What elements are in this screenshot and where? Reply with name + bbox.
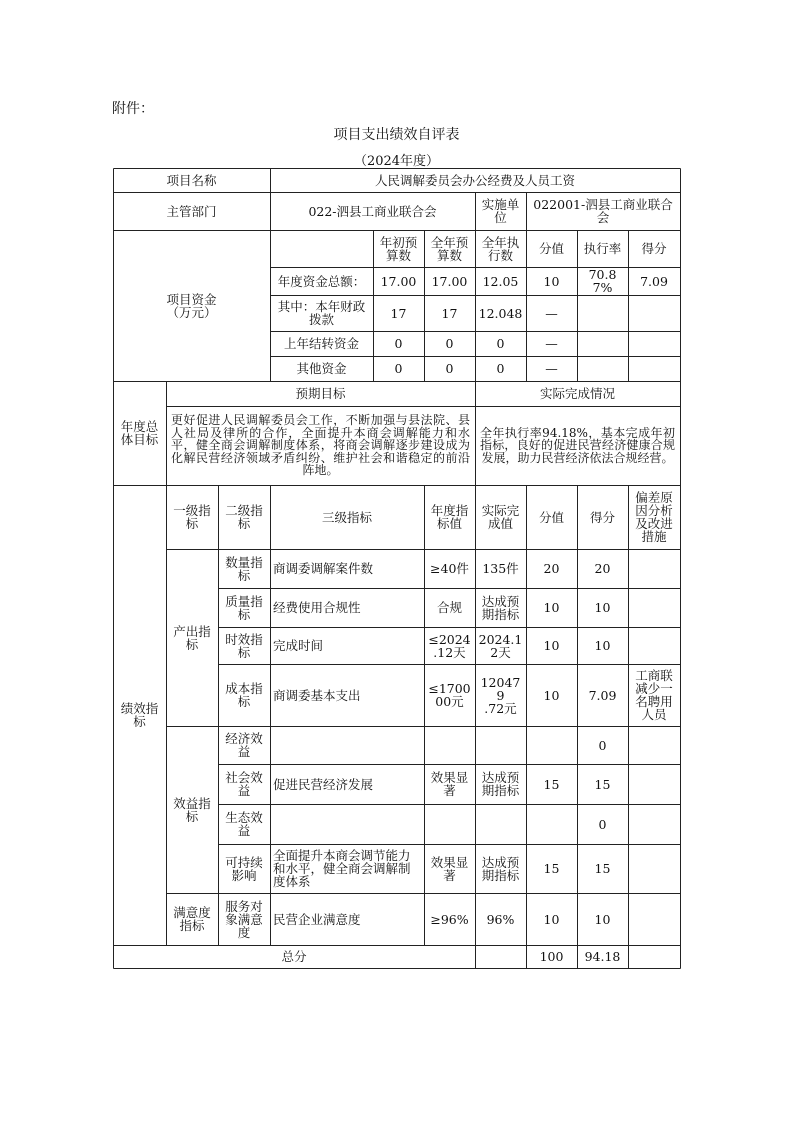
- indicator-level3: 经费使用合规性: [273, 600, 361, 615]
- indicator-level3: 商调委基本支出: [273, 687, 361, 703]
- performance-header: 一级指 标: [173, 503, 211, 531]
- indicator-remark: [628, 893, 680, 945]
- funds-cell: 7.09: [640, 273, 668, 289]
- indicator-remark: [628, 549, 680, 588]
- indicator-remark: [628, 804, 680, 844]
- performance-header: 实际完 成值: [481, 503, 520, 531]
- dept-value: 022-泗县工商业联合会: [308, 203, 437, 219]
- indicator-target: [424, 804, 475, 844]
- benefit-indicator-label: 效益指 标: [173, 795, 211, 824]
- total-value: 100: [539, 949, 564, 964]
- indicator-target: 合规: [436, 600, 462, 615]
- funds-cell: 0: [496, 361, 505, 376]
- performance-header: 年度指 标值: [430, 503, 469, 531]
- funds-row-name: 其他资金: [296, 361, 347, 376]
- indicator-level3: [270, 726, 424, 764]
- funds-row-name: 上年结转资金: [283, 336, 359, 351]
- indicator-remark: [628, 844, 680, 893]
- indicator-score: 7.09: [588, 687, 617, 703]
- funds-cell: —: [545, 336, 558, 351]
- performance-header: 分值: [538, 509, 564, 525]
- funds-cell: 17: [441, 305, 458, 321]
- indicator-actual: [475, 726, 526, 764]
- indicator-level3: 促进民营经济发展: [273, 776, 374, 792]
- funds-header: 得分: [641, 241, 667, 256]
- indicator-remark: [628, 627, 680, 664]
- indicator-score: 10: [594, 911, 611, 927]
- actual-goal-text: 全年执行率94.18%，基本完成年初指标，良好的促进民营经济健康合规发展，助力民营经济依法合规经营。: [480, 425, 675, 465]
- indicator-value: 15: [543, 776, 560, 792]
- indicator-actual: 96%: [486, 911, 515, 927]
- indicator-value: 10: [543, 600, 560, 615]
- indicator-value: 10: [543, 687, 560, 703]
- performance-header: 得分: [589, 509, 615, 525]
- indicator-level2: 社会效 益: [225, 770, 263, 798]
- funds-cell: 17.00: [431, 273, 468, 289]
- indicator-value: [526, 804, 577, 844]
- funds-cell: 0: [496, 336, 505, 351]
- indicator-target: 效果显 著: [430, 770, 469, 798]
- funds-cell: —: [545, 305, 558, 321]
- indicator-score: 15: [594, 861, 611, 876]
- total-label: 总分: [281, 949, 307, 964]
- indicator-value: [526, 726, 577, 764]
- funds-cell: 70.87%: [588, 267, 617, 295]
- indicator-target: 效果显 著: [430, 854, 469, 883]
- funds-header: 全年预 算数: [430, 234, 469, 263]
- indicator-target: ≤2024 .12天: [428, 631, 471, 660]
- funds-cell: 10: [543, 273, 560, 289]
- indicator-level3: 民营企业满意度: [273, 911, 361, 927]
- funds-label: 项目资金 （万元）: [166, 291, 217, 320]
- indicator-level2: 可持续 影响: [225, 854, 263, 883]
- funds-cell: 12.048: [478, 305, 523, 321]
- indicator-actual: 达成预 期指标: [481, 770, 520, 798]
- indicator-score: 10: [594, 600, 611, 615]
- indicator-level3: 完成时间: [273, 638, 324, 653]
- indicator-actual: 135件: [482, 561, 519, 576]
- indicator-score: 15: [594, 776, 611, 792]
- output-indicator-label: 产出指 标: [173, 623, 211, 652]
- funds-cell: 0: [445, 361, 454, 376]
- funds-row-name: 其中：本年财政 拨款: [277, 299, 366, 327]
- performance-header: 偏差原 因分析 及改进 措施: [635, 490, 673, 544]
- funds-cell: 0: [394, 336, 403, 351]
- funds-cell: —: [545, 361, 558, 376]
- funds-header: 分值: [538, 241, 564, 256]
- funds-cell: [577, 356, 628, 381]
- funds-cell: 17.00: [380, 273, 417, 289]
- performance-header: 二级指 标: [225, 503, 263, 531]
- funds-header: 全年执 行数: [481, 234, 520, 263]
- funds-cell: 0: [394, 361, 403, 376]
- indicator-level3: [270, 804, 424, 844]
- attachment-label: 附件：: [112, 101, 154, 117]
- indicator-score: 0: [598, 816, 607, 832]
- indicator-actual: [475, 804, 526, 844]
- project-name-value: 人民调解委员会办公经费及人员工资: [374, 172, 575, 188]
- unit-value: 022001-泗县工商业联合 会: [533, 197, 673, 225]
- indicator-level2: 成本指 标: [225, 681, 263, 709]
- funds-cell: [628, 295, 680, 331]
- project-name-label: 项目名称: [166, 172, 217, 188]
- indicator-remark: [628, 764, 680, 804]
- indicator-level2: 质量指 标: [225, 593, 263, 622]
- actual-goal-header: 实际完成情况: [539, 386, 615, 401]
- indicator-score: 20: [594, 561, 611, 576]
- satisfaction-indicator-label: 满意度 指标: [173, 905, 211, 933]
- indicator-level2: 服务对 象满意 度: [225, 898, 263, 940]
- indicator-actual: 2024.1 2天: [478, 631, 523, 660]
- indicator-remark: [628, 588, 680, 627]
- indicator-level2: 数量指 标: [225, 554, 263, 583]
- indicator-target: ≥96%: [430, 911, 469, 927]
- indicator-value: 10: [543, 911, 560, 927]
- funds-cell: 12.05: [482, 273, 519, 289]
- funds-cell: 17: [390, 305, 407, 321]
- indicator-level3: 商调委调解案件数: [273, 561, 374, 576]
- dept-label: 主管部门: [166, 203, 217, 219]
- funds-header: 执行率: [583, 241, 622, 256]
- indicator-score: 0: [598, 737, 607, 753]
- performance-header: 三级指标: [321, 509, 372, 525]
- indicator-level2: 生态效 益: [225, 810, 263, 838]
- funds-header: 年初预 算数: [379, 234, 418, 263]
- unit-label: 实施单 位: [481, 197, 520, 225]
- form-title: 项目支出绩效自评表: [333, 127, 460, 143]
- indicator-score: 10: [594, 638, 611, 653]
- expected-goal-text: 更好促进人民调解委员会工作，不断加强与县法院、县人社局及律所的合作，全面提升本商会调解能力和水平，健全商会调解制度体系，将商会调解逐步建设成为化解民营经济领域矛盾纠纷、维护社会和谐稳定的前沿阵地。: [171, 413, 470, 478]
- funds-cell: [628, 356, 680, 381]
- indicator-remark: 工商联 减少一 名聘用 人员: [635, 668, 673, 722]
- funds-cell: [628, 331, 680, 356]
- indicator-value: 10: [543, 638, 560, 653]
- indicator-target: ≥40件: [430, 561, 469, 576]
- year-label: （2024年度）: [353, 154, 440, 169]
- goals-label: 年度总 体目标: [120, 419, 159, 447]
- indicator-actual: 120479 .72元: [480, 674, 521, 716]
- indicator-target: ≤1700 00元: [428, 681, 471, 709]
- indicator-level2: 时效指 标: [225, 631, 263, 660]
- funds-cell: [577, 295, 628, 331]
- indicator-target: [424, 726, 475, 764]
- indicator-value: 20: [543, 561, 560, 576]
- indicator-value: 15: [543, 861, 560, 876]
- expected-goal-header: 预期目标: [295, 386, 346, 401]
- performance-label: 绩效指 标: [120, 701, 159, 729]
- indicator-level2: 经济效 益: [225, 731, 263, 759]
- indicator-actual: 达成预 期指标: [481, 854, 520, 883]
- funds-cell: 0: [445, 336, 454, 351]
- indicator-remark: [628, 726, 680, 764]
- funds-cell: [577, 331, 628, 356]
- indicator-level3: 全面提升本商会调节能力和水平，健全商会调解制度体系: [273, 848, 411, 889]
- total-score: 94.18: [584, 949, 621, 964]
- funds-row-name: 年度资金总额：: [277, 273, 366, 289]
- indicator-actual: 达成预 期指标: [481, 593, 520, 622]
